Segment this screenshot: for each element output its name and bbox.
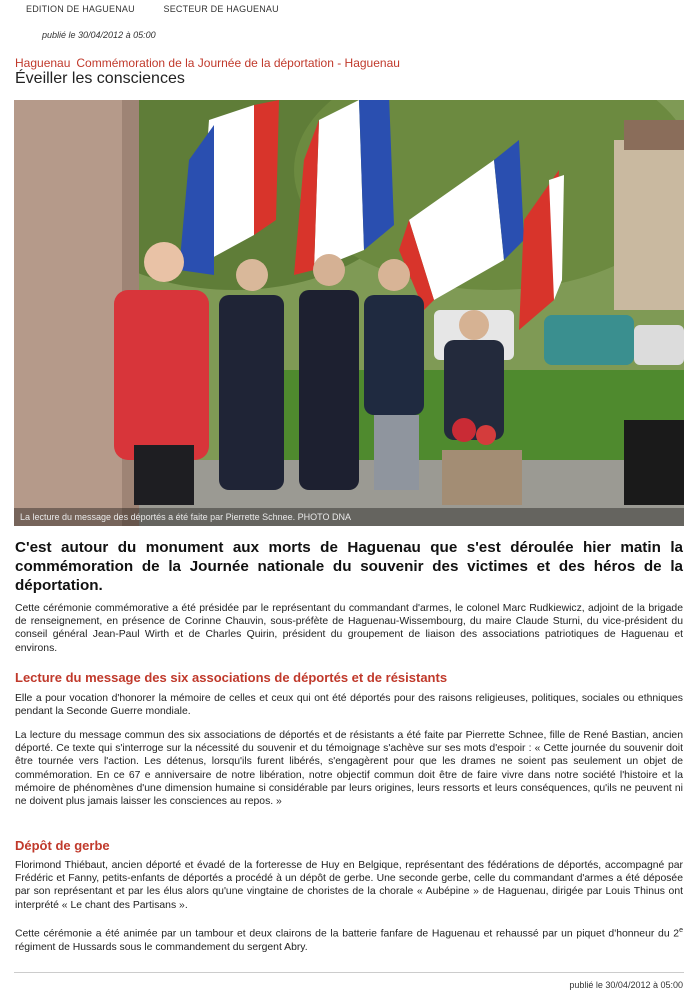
published-date-bottom: publié le 30/04/2012 à 05:00 (569, 980, 683, 990)
photo-caption: La lecture du message des déportés a été faite par Pierrette Schnee. PHOTO DNA (14, 508, 684, 526)
subheading-depot-gerbe: Dépôt de gerbe (15, 838, 110, 853)
article-paragraph-1: Cette cérémonie commémorative a été présidée par le représentant du commandant d'armes, le colonel Marc Rudkiewicz, adjoint de la brigade de renseignement, en présence de Corinne Chauvin, sous-préfète de Haguenau-Wissembourg, du maire Claude Sturni, du vice-président du conseil général Jean-Paul Wirth et de Charles Quirin, président du groupement de liaison des associations patriotiques de Haguenau et environs. (15, 603, 683, 654)
edition-label[interactable]: EDITION DE HAGUENAU (26, 4, 135, 14)
article-kicker (15, 56, 400, 70)
footer-divider (14, 972, 684, 973)
ordinal-suffix: e (679, 927, 683, 934)
subheading-lecture: Lecture du message des six associations de déportés et de résistants (15, 670, 448, 685)
photo-illustration (14, 100, 684, 526)
article-title: Éveiller les consciences (15, 70, 185, 87)
article-paragraph-2: Elle a pour vocation d'honorer la mémoire de celles et ceux qui ont été déportés pour des raisons religieuses, politiques, sociales ou ethniques pendant la Seconde Guerre mondiale. (15, 693, 683, 718)
paragraph-5-end: régiment de Hussards sous le commandement du sergent Abry. (15, 941, 308, 953)
paragraph-5-start: Cette cérémonie a été animée par un tambour et deux clairons de la batterie fanfare de Haguenau et rehaussé par un piquet d'honneur du 2 (15, 928, 680, 940)
edition-bar (26, 4, 305, 14)
article-lead: C'est autour du monument aux morts de Haguenau que s'est déroulée hier matin la commémoration de la Journée nationale du souvenir des victimes et des héros de la déportation. (15, 539, 683, 594)
article-paragraph-4: Florimond Thiébaut, ancien déporté et évadé de la forteresse de Huy en Belgique, représentant des fédérations de déportés, accompagné par Frédéric et Fanny, petits-enfants de déportés a procédé à un dépôt de gerbe. Une seconde gerbe, celle du commandant d'armes a été déposée par son représentant et par les élus alors qu'une vingtaine de choristes de la chorale « Aubépine » de Haguenau, dirigée par Louis Thinus ont interprété « Le chant des Partisans ». (15, 860, 683, 911)
published-date-top: publié le 30/04/2012 à 05:00 (42, 30, 156, 40)
article-city: Haguenau (15, 56, 71, 70)
article-paragraph-5 (15, 924, 683, 954)
article-photo (14, 100, 684, 526)
sector-label[interactable]: SECTEUR DE HAGUENAU (163, 4, 279, 14)
article-kicker-text: Commémoration de la Journée de la déportation - Haguenau (76, 56, 400, 70)
article-paragraph-3: La lecture du message commun des six associations de déportés et de résistants a été faite par Pierrette Schnee, fille de René Bastian, ancien déporté. Ce texte qui s'interroge sur la nécessité du souvenir et du témoignage s'achève sur ses mots d'espoir : « Cette journée du souvenir doit être tournée vers l'action. Les détenus, lorsqu'ils furent libérés, s'engagèrent pour que les drames ne soient pas seulement un objet de commémoration. En ce 67 e anniversaire de notre libération, notre objectif commun doit être de faire vivre dans notre société l'histoire et la mémoire de phénomènes d'une dimension humaine si considérable par leurs origines, leurs ressorts et leurs conséquences, qu'ils ne peuvent ni ne doivent plus jamais laisser les consciences au repos. » (15, 730, 683, 808)
